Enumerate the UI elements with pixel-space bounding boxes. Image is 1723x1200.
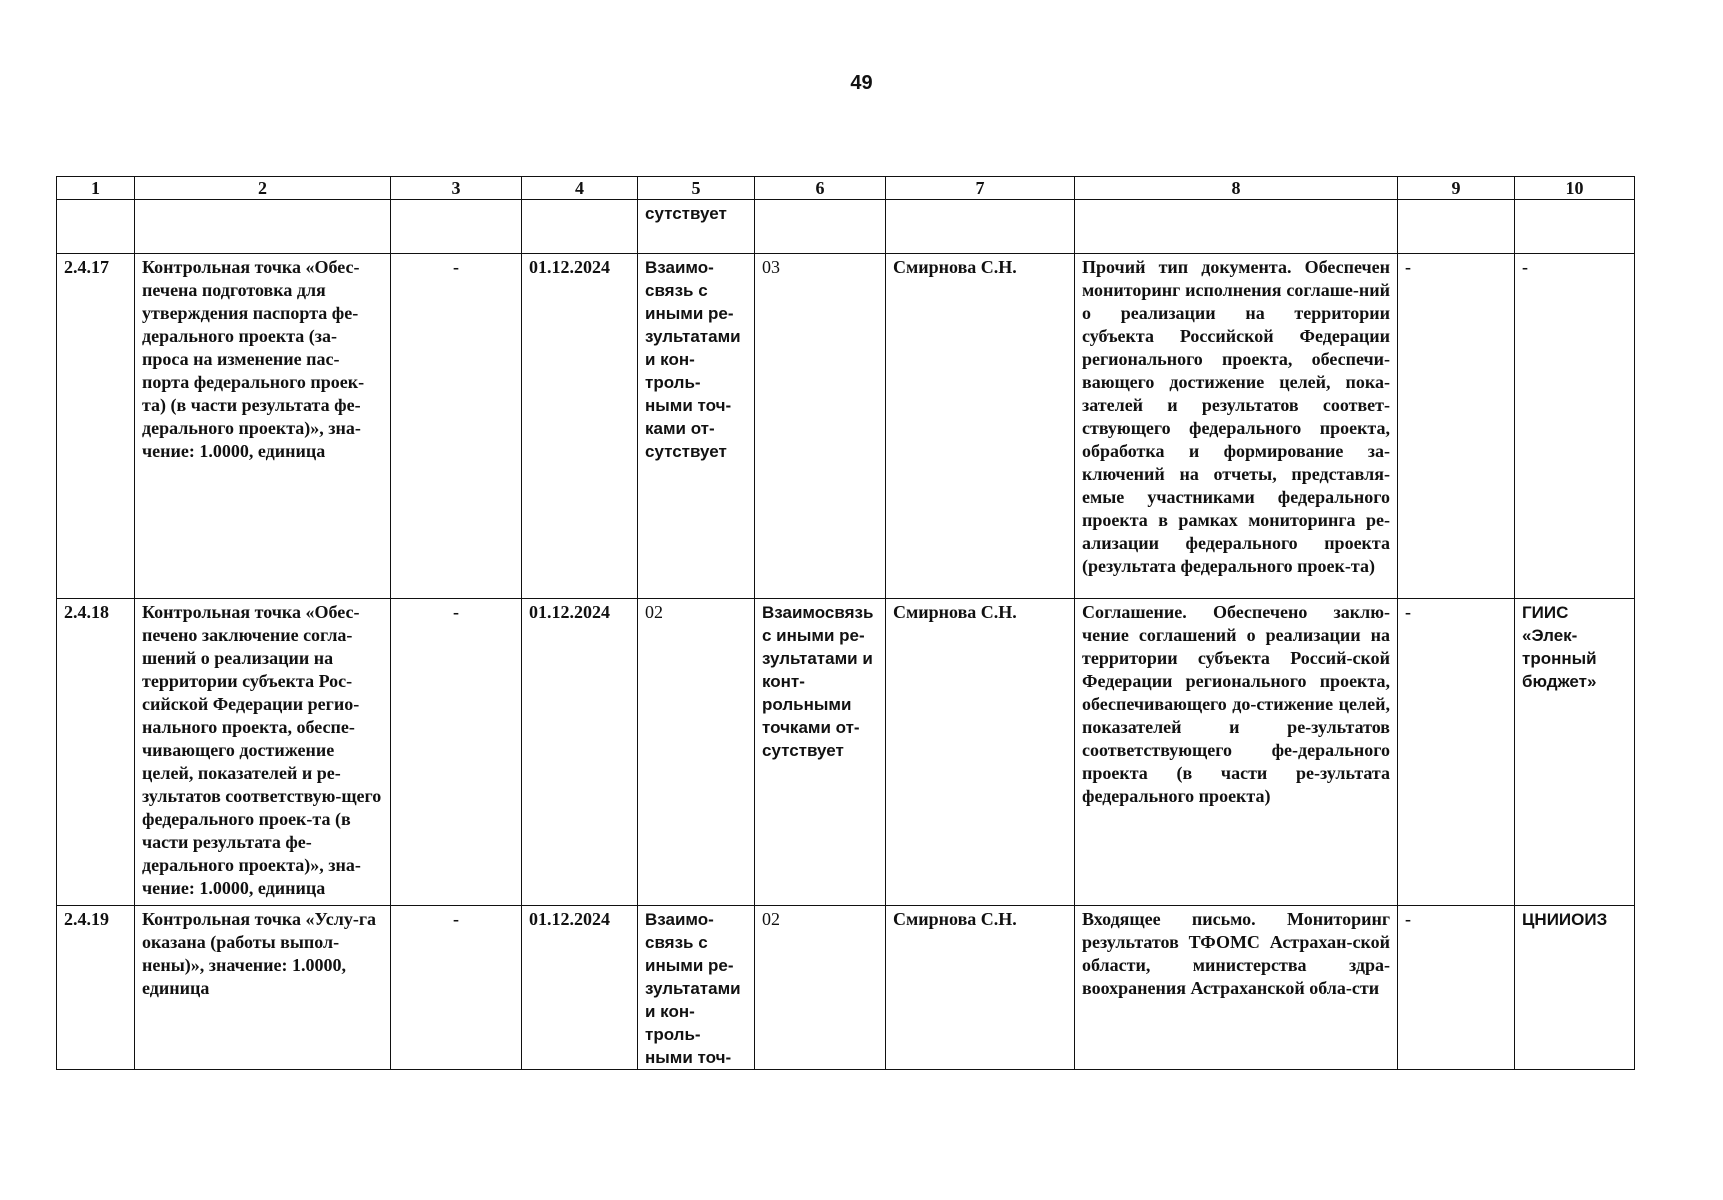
relation-cell: Взаимо-связь с иными ре-зультатами и кон-троль-ными точ-ками от-сутствует	[638, 254, 755, 599]
responsible-cell: Смирнова С.Н.	[886, 254, 1075, 599]
table-row	[57, 254, 1635, 599]
relation-cell: сутствует	[638, 200, 755, 254]
date-cell: 01.12.2024	[522, 906, 638, 1070]
col3-cell: -	[391, 906, 522, 1070]
code-cell: 02	[638, 599, 755, 906]
column-header: 4	[522, 177, 638, 200]
column-header: 6	[755, 177, 886, 200]
data-table	[56, 176, 1635, 1070]
column-header: 8	[1075, 177, 1398, 200]
column-header: 5	[638, 177, 755, 200]
col10-cell: ГИИС «Элек-тронный бюджет»	[1515, 599, 1635, 906]
responsible-cell: Смирнова С.Н.	[886, 599, 1075, 906]
table-row	[57, 599, 1635, 906]
col3-cell: -	[391, 599, 522, 906]
control-point-name: Контрольная точка «Услу-га оказана (работы выпол-нены)», значение: 1.0000, единица	[135, 906, 391, 1070]
table-header-row	[57, 177, 1635, 200]
relation-cell: Взаимосвязь с иными ре-зультатами и конт-рольными точками от-сутствует	[755, 599, 886, 906]
responsible-cell: Смирнова С.Н.	[886, 906, 1075, 1070]
table-row	[57, 906, 1635, 1070]
code-cell: 03	[755, 254, 886, 599]
col10-cell: ЦНИИОИЗ	[1515, 906, 1635, 1070]
row-number: 2.4.18	[57, 599, 135, 906]
column-header: 3	[391, 177, 522, 200]
date-cell: 01.12.2024	[522, 599, 638, 906]
row-number: 2.4.17	[57, 254, 135, 599]
column-header: 7	[886, 177, 1075, 200]
col10-cell: -	[1515, 254, 1635, 599]
table-row-continuation	[57, 200, 1635, 254]
description-cell: Прочий тип документа. Обеспечен мониторинг исполнения соглаше-ний о реализации на территории субъекта Российской Федерации регионального проекта, обеспечи-вающего достижение целей, пока-зателей и результатов соответ-ствующего федерального проекта, обработка и формирование за-ключений на отчеты, представля-емые участниками федерального проекта в рамках мониторинга ре-ализации федерального проекта (результата федерального проек-та)	[1075, 254, 1398, 599]
code-cell: 02	[755, 906, 886, 1070]
row-number: 2.4.19	[57, 906, 135, 1070]
page-number: 49	[850, 72, 873, 94]
relation-cell: Взаимо-связь с иными ре-зультатами и кон-троль-ными точ-	[638, 906, 755, 1070]
description-cell: Соглашение. Обеспечено заклю-чение соглашений о реализации на территории субъекта Россий-ской Федерации регионального проекта, обеспечивающего до-стижение целей, показателей и ре-зультатов соответствующего фе-дерального проекта (в части ре-зультата федерального проекта)	[1075, 599, 1398, 906]
control-point-name: Контрольная точка «Обес-печено заключение согла-шений о реализации на территории субъекта Рос-сийской Федерации регио-нального проекта, обеспе-чивающего достижение целей, показателей и ре-зультатов соответствую-щего федерального проек-та (в части результата фе-дерального проекта)», зна-чение: 1.0000, единица	[135, 599, 391, 906]
col9-cell: -	[1398, 906, 1515, 1070]
date-cell: 01.12.2024	[522, 254, 638, 599]
description-cell: Входящее письмо. Мониторинг результатов ТФОМС Астрахан-ской области, министерства здра-воохранения Астраханской обла-сти	[1075, 906, 1398, 1070]
col3-cell: -	[391, 254, 522, 599]
column-header: 1	[57, 177, 135, 200]
col9-cell: -	[1398, 599, 1515, 906]
column-header: 2	[135, 177, 391, 200]
column-header: 10	[1515, 177, 1635, 200]
column-header: 9	[1398, 177, 1515, 200]
control-point-name: Контрольная точка «Обес-печена подготовка для утверждения паспорта фе-дерального проекта (за-проса на изменение пас-порта федерального проек-та) (в части результата фе-дерального проекта)», зна-чение: 1.0000, единица	[135, 254, 391, 599]
col9-cell: -	[1398, 254, 1515, 599]
